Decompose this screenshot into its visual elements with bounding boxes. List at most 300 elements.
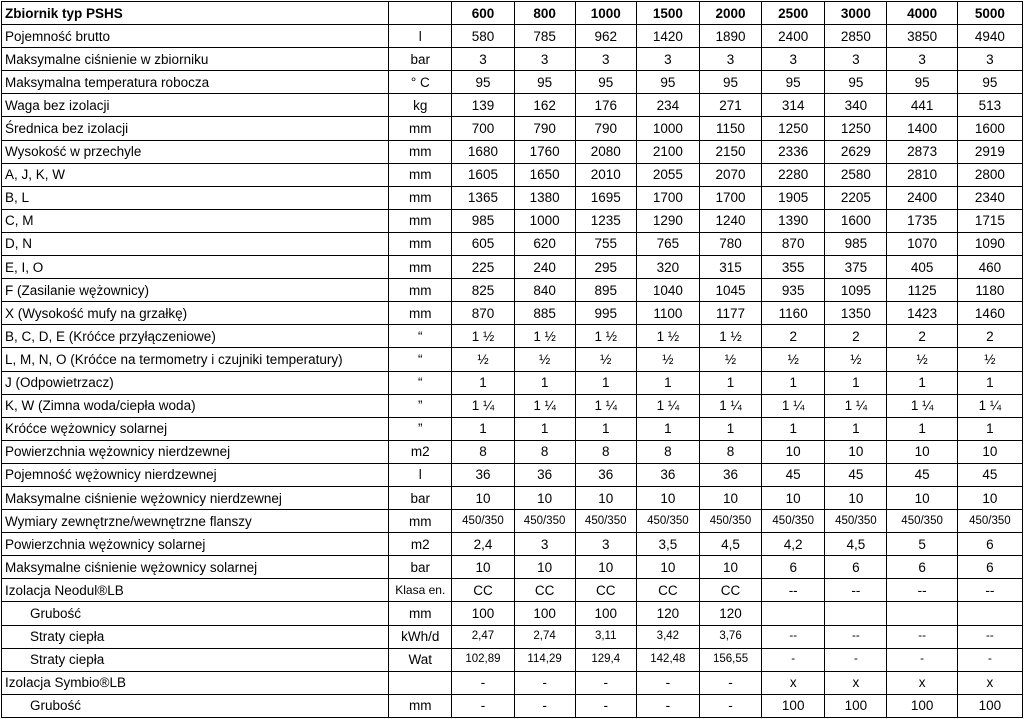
value-cell: 450/350 [887, 510, 957, 533]
value-cell: 10 [699, 486, 761, 509]
value-cell: 785 [514, 25, 575, 48]
value-cell: ½ [825, 348, 887, 371]
model-header: 1000 [575, 2, 636, 25]
value-cell: - [452, 694, 514, 717]
value-cell: 580 [452, 25, 514, 48]
value-cell: - [825, 648, 887, 671]
value-cell: 10 [575, 486, 636, 509]
value-cell: 1000 [636, 117, 699, 140]
value-cell: - [762, 648, 825, 671]
parameter-name: Waga bez izolacji [2, 94, 389, 117]
parameter-name: Grubość [2, 694, 389, 717]
model-header: 1500 [636, 2, 699, 25]
value-cell: 1 [957, 371, 1022, 394]
value-cell: 1460 [957, 302, 1022, 325]
value-cell: 450/350 [575, 510, 636, 533]
value-cell: 870 [762, 232, 825, 255]
spec-table-body [2, 2, 1023, 718]
value-cell: 450/350 [636, 510, 699, 533]
value-cell: 1 [452, 417, 514, 440]
value-cell: 1 [957, 417, 1022, 440]
parameter-unit: “ [389, 325, 452, 348]
parameter-unit: mm [389, 232, 452, 255]
value-cell: - [575, 694, 636, 717]
value-cell: 10 [825, 440, 887, 463]
value-cell: 780 [699, 232, 761, 255]
value-cell: 1 [636, 417, 699, 440]
value-cell: 3 [514, 533, 575, 556]
value-cell: 271 [699, 94, 761, 117]
parameter-unit: mm [389, 279, 452, 302]
table-row [2, 417, 1023, 440]
value-cell: 1 ¼ [575, 394, 636, 417]
table-row [2, 371, 1023, 394]
parameter-unit: kg [389, 94, 452, 117]
value-cell: 935 [762, 279, 825, 302]
table-row [2, 163, 1023, 186]
value-cell: 1600 [957, 117, 1022, 140]
parameter-unit: l [389, 25, 452, 48]
value-cell: 1070 [887, 232, 957, 255]
value-cell: ½ [887, 348, 957, 371]
parameter-name: Maksymalne ciśnienie wężownicy solarnej [2, 556, 389, 579]
value-cell: x [762, 671, 825, 694]
value-cell: 1240 [699, 209, 761, 232]
value-cell: 8 [636, 440, 699, 463]
value-cell: 36 [452, 463, 514, 486]
value-cell: 1680 [452, 140, 514, 163]
parameter-name: Maksymalna temperatura robocza [2, 71, 389, 94]
value-cell: 3 [957, 48, 1022, 71]
value-cell: 3 [887, 48, 957, 71]
value-cell: 790 [575, 117, 636, 140]
value-cell: 10 [452, 486, 514, 509]
value-cell: 120 [699, 602, 761, 625]
value-cell: 1 [514, 371, 575, 394]
value-cell: x [887, 671, 957, 694]
value-cell: 2800 [957, 163, 1022, 186]
value-cell: 8 [452, 440, 514, 463]
parameter-name: L, M, N, O (Króćce na termometry i czujniki temperatury) [2, 348, 389, 371]
value-cell: 10 [514, 486, 575, 509]
parameter-name: Maksymalne ciśnienie w zbiorniku [2, 48, 389, 71]
value-cell: 605 [452, 232, 514, 255]
parameter-unit: “ [389, 371, 452, 394]
value-cell: 2080 [575, 140, 636, 163]
value-cell: 450/350 [762, 510, 825, 533]
table-row [2, 694, 1023, 717]
value-cell: 3850 [887, 25, 957, 48]
value-cell: 95 [825, 71, 887, 94]
value-cell: - [514, 671, 575, 694]
parameter-name: Wysokość w przechyle [2, 140, 389, 163]
value-cell: 825 [452, 279, 514, 302]
value-cell: 1 ¼ [636, 394, 699, 417]
value-cell: 1 ½ [699, 325, 761, 348]
table-row [2, 625, 1023, 648]
value-cell: 1760 [514, 140, 575, 163]
value-cell: 1 [514, 417, 575, 440]
table-row [2, 117, 1023, 140]
value-cell: - [575, 671, 636, 694]
value-cell: 1 [699, 417, 761, 440]
value-cell: 45 [887, 463, 957, 486]
value-cell: ½ [699, 348, 761, 371]
value-cell: - [514, 694, 575, 717]
value-cell: 1 [575, 371, 636, 394]
value-cell: 1290 [636, 209, 699, 232]
parameter-name: Średnica bez izolacji [2, 117, 389, 140]
parameter-name: Pojemność brutto [2, 25, 389, 48]
value-cell: 790 [514, 117, 575, 140]
model-header: 800 [514, 2, 575, 25]
parameter-unit: mm [389, 117, 452, 140]
value-cell: 3 [762, 48, 825, 71]
value-cell: 1 [887, 371, 957, 394]
value-cell: 95 [514, 71, 575, 94]
value-cell: 10 [762, 486, 825, 509]
value-cell: 1180 [957, 279, 1022, 302]
value-cell: 3 [825, 48, 887, 71]
value-cell: 985 [825, 232, 887, 255]
value-cell: ½ [762, 348, 825, 371]
value-cell: 100 [514, 602, 575, 625]
parameter-name: Izolacja Symbio®LB [2, 671, 389, 694]
parameter-name: Wymiary zewnętrzne/wewnętrzne flanszy [2, 510, 389, 533]
header-row [2, 2, 1023, 25]
value-cell: - [887, 648, 957, 671]
model-header: 4000 [887, 2, 957, 25]
value-cell: 8 [575, 440, 636, 463]
value-cell: -- [825, 625, 887, 648]
value-cell: 2400 [887, 186, 957, 209]
value-cell [762, 602, 825, 625]
value-cell: 6 [957, 556, 1022, 579]
value-cell: -- [957, 579, 1022, 602]
parameter-name: Powierzchnia wężownicy nierdzewnej [2, 440, 389, 463]
model-header: 3000 [825, 2, 887, 25]
parameter-name: B, L [2, 186, 389, 209]
value-cell: 1 [636, 371, 699, 394]
table-row [2, 25, 1023, 48]
value-cell: 95 [575, 71, 636, 94]
value-cell: 1160 [762, 302, 825, 325]
value-cell: 2336 [762, 140, 825, 163]
value-cell: 1605 [452, 163, 514, 186]
parameter-name: K, W (Zimna woda/ciepła woda) [2, 394, 389, 417]
parameter-name: Straty ciepła [2, 648, 389, 671]
parameter-unit: Wat [389, 648, 452, 671]
value-cell: 45 [762, 463, 825, 486]
value-cell: 1 ¼ [514, 394, 575, 417]
value-cell: 1 ¼ [699, 394, 761, 417]
value-cell: 2,4 [452, 533, 514, 556]
table-row [2, 579, 1023, 602]
value-cell: 36 [514, 463, 575, 486]
model-header: 2500 [762, 2, 825, 25]
table-row [2, 48, 1023, 71]
value-cell: 2340 [957, 186, 1022, 209]
table-row [2, 94, 1023, 117]
value-cell: - [636, 671, 699, 694]
value-cell: 1090 [957, 232, 1022, 255]
value-cell: 355 [762, 256, 825, 279]
value-cell: 2205 [825, 186, 887, 209]
parameter-unit: “ [389, 348, 452, 371]
value-cell: 5 [887, 533, 957, 556]
value-cell: 1 ¼ [957, 394, 1022, 417]
table-row [2, 510, 1023, 533]
value-cell: 10 [957, 486, 1022, 509]
value-cell: 3,11 [575, 625, 636, 648]
value-cell: 2 [825, 325, 887, 348]
table-row [2, 140, 1023, 163]
value-cell: 225 [452, 256, 514, 279]
value-cell: ½ [514, 348, 575, 371]
value-cell: 962 [575, 25, 636, 48]
unit-header [389, 2, 452, 25]
value-cell: 1045 [699, 279, 761, 302]
value-cell: 100 [452, 602, 514, 625]
value-cell: 1650 [514, 163, 575, 186]
value-cell: 755 [575, 232, 636, 255]
value-cell: x [957, 671, 1022, 694]
value-cell: 3 [452, 48, 514, 71]
value-cell: 2810 [887, 163, 957, 186]
value-cell: 36 [636, 463, 699, 486]
value-cell: 10 [887, 486, 957, 509]
value-cell: 1 [762, 371, 825, 394]
value-cell: 2070 [699, 163, 761, 186]
table-row [2, 463, 1023, 486]
parameter-unit: mm [389, 510, 452, 533]
value-cell: 870 [452, 302, 514, 325]
table-row [2, 394, 1023, 417]
value-cell: 1000 [514, 209, 575, 232]
value-cell: 700 [452, 117, 514, 140]
value-cell: 895 [575, 279, 636, 302]
value-cell: 100 [825, 694, 887, 717]
value-cell: 1 [699, 371, 761, 394]
value-cell: 1400 [887, 117, 957, 140]
parameter-name: Króćce wężownicy solarnej [2, 417, 389, 440]
value-cell: 95 [452, 71, 514, 94]
value-cell: 95 [762, 71, 825, 94]
table-row [2, 556, 1023, 579]
value-cell: 2280 [762, 163, 825, 186]
value-cell: - [699, 694, 761, 717]
value-cell: 1 ¼ [762, 394, 825, 417]
parameter-unit: l [389, 463, 452, 486]
value-cell: 100 [957, 694, 1022, 717]
value-cell: 142,48 [636, 648, 699, 671]
parameter-unit: ” [389, 394, 452, 417]
value-cell: 10 [762, 440, 825, 463]
value-cell: 10 [636, 486, 699, 509]
parameter-name: A, J, K, W [2, 163, 389, 186]
value-cell: 1380 [514, 186, 575, 209]
value-cell: 1695 [575, 186, 636, 209]
value-cell: 3 [636, 48, 699, 71]
value-cell: 1150 [699, 117, 761, 140]
parameter-unit: mm [389, 302, 452, 325]
value-cell: 1 ¼ [452, 394, 514, 417]
value-cell: 1 ¼ [887, 394, 957, 417]
parameter-name: F (Zasilanie wężownicy) [2, 279, 389, 302]
value-cell: 2100 [636, 140, 699, 163]
value-cell: 1040 [636, 279, 699, 302]
value-cell: ½ [452, 348, 514, 371]
value-cell: 1890 [699, 25, 761, 48]
value-cell: 6 [762, 556, 825, 579]
value-cell: 995 [575, 302, 636, 325]
value-cell: 1420 [636, 25, 699, 48]
parameter-name: X (Wysokość mufy na grzałkę) [2, 302, 389, 325]
value-cell: 6 [825, 556, 887, 579]
parameter-name: D, N [2, 232, 389, 255]
table-row [2, 486, 1023, 509]
value-cell: 100 [887, 694, 957, 717]
parameter-name: Straty ciepła [2, 625, 389, 648]
value-cell: CC [636, 579, 699, 602]
value-cell: - [957, 648, 1022, 671]
value-cell: 375 [825, 256, 887, 279]
value-cell: 36 [575, 463, 636, 486]
value-cell: 765 [636, 232, 699, 255]
value-cell: 3 [699, 48, 761, 71]
value-cell: 1 [575, 417, 636, 440]
value-cell: 450/350 [825, 510, 887, 533]
value-cell: 2580 [825, 163, 887, 186]
value-cell: 314 [762, 94, 825, 117]
value-cell: 2873 [887, 140, 957, 163]
value-cell: 139 [452, 94, 514, 117]
value-cell: 1715 [957, 209, 1022, 232]
value-cell: 129,4 [575, 648, 636, 671]
parameter-unit: Klasa en. [389, 579, 452, 602]
value-cell: 8 [514, 440, 575, 463]
value-cell: 1365 [452, 186, 514, 209]
value-cell: 4940 [957, 25, 1022, 48]
value-cell: 95 [636, 71, 699, 94]
value-cell [957, 602, 1022, 625]
value-cell: 2850 [825, 25, 887, 48]
value-cell [825, 602, 887, 625]
value-cell: 156,55 [699, 648, 761, 671]
value-cell: 450/350 [699, 510, 761, 533]
value-cell: 1095 [825, 279, 887, 302]
spec-table [1, 1, 1023, 718]
value-cell: 10 [825, 486, 887, 509]
value-cell: 985 [452, 209, 514, 232]
value-cell: 1 [452, 371, 514, 394]
table-row [2, 256, 1023, 279]
model-header: 2000 [699, 2, 761, 25]
value-cell: -- [762, 579, 825, 602]
value-cell: 114,29 [514, 648, 575, 671]
value-cell: 1100 [636, 302, 699, 325]
table-row [2, 648, 1023, 671]
value-cell: 1250 [762, 117, 825, 140]
value-cell: 10 [452, 556, 514, 579]
parameter-unit: ” [389, 417, 452, 440]
value-cell: -- [887, 579, 957, 602]
parameter-name: Izolacja Neodul®LB [2, 579, 389, 602]
value-cell: ½ [575, 348, 636, 371]
value-cell: 10 [636, 556, 699, 579]
parameter-name: Powierzchnia wężownicy solarnej [2, 533, 389, 556]
value-cell: 10 [514, 556, 575, 579]
value-cell: 2919 [957, 140, 1022, 163]
value-cell: 10 [887, 440, 957, 463]
value-cell: 2629 [825, 140, 887, 163]
parameter-unit: mm [389, 140, 452, 163]
value-cell: 2400 [762, 25, 825, 48]
value-cell: - [452, 671, 514, 694]
table-row [2, 348, 1023, 371]
model-header: 600 [452, 2, 514, 25]
value-cell: 1390 [762, 209, 825, 232]
value-cell: 162 [514, 94, 575, 117]
value-cell: x [825, 671, 887, 694]
value-cell: 100 [575, 602, 636, 625]
table-row [2, 671, 1023, 694]
value-cell: ½ [957, 348, 1022, 371]
value-cell: 2 [762, 325, 825, 348]
value-cell: 45 [825, 463, 887, 486]
value-cell: 1350 [825, 302, 887, 325]
value-cell: 10 [575, 556, 636, 579]
value-cell: 3 [575, 48, 636, 71]
parameter-unit: mm [389, 209, 452, 232]
value-cell: 10 [957, 440, 1022, 463]
value-cell: CC [452, 579, 514, 602]
value-cell: 10 [699, 556, 761, 579]
parameter-unit: ° C [389, 71, 452, 94]
value-cell: 1177 [699, 302, 761, 325]
parameter-unit: bar [389, 48, 452, 71]
parameter-unit: bar [389, 486, 452, 509]
value-cell: 450/350 [452, 510, 514, 533]
value-cell: 8 [699, 440, 761, 463]
value-cell: 450/350 [514, 510, 575, 533]
value-cell: 315 [699, 256, 761, 279]
value-cell: 1600 [825, 209, 887, 232]
value-cell: 100 [762, 694, 825, 717]
value-cell: 1 [825, 371, 887, 394]
value-cell: 1700 [636, 186, 699, 209]
table-row [2, 440, 1023, 463]
value-cell: 1 ½ [452, 325, 514, 348]
table-row [2, 71, 1023, 94]
value-cell: 234 [636, 94, 699, 117]
value-cell: 3,76 [699, 625, 761, 648]
parameter-name: Grubość [2, 602, 389, 625]
value-cell: -- [887, 625, 957, 648]
parameter-name: J (Odpowietrzacz) [2, 371, 389, 394]
parameter-unit: mm [389, 163, 452, 186]
value-cell: 1125 [887, 279, 957, 302]
model-header: 5000 [957, 2, 1022, 25]
value-cell: 95 [887, 71, 957, 94]
value-cell: 513 [957, 94, 1022, 117]
value-cell: 441 [887, 94, 957, 117]
value-cell: 95 [957, 71, 1022, 94]
table-row [2, 279, 1023, 302]
value-cell: CC [699, 579, 761, 602]
value-cell: 4,5 [699, 533, 761, 556]
value-cell: 2 [887, 325, 957, 348]
